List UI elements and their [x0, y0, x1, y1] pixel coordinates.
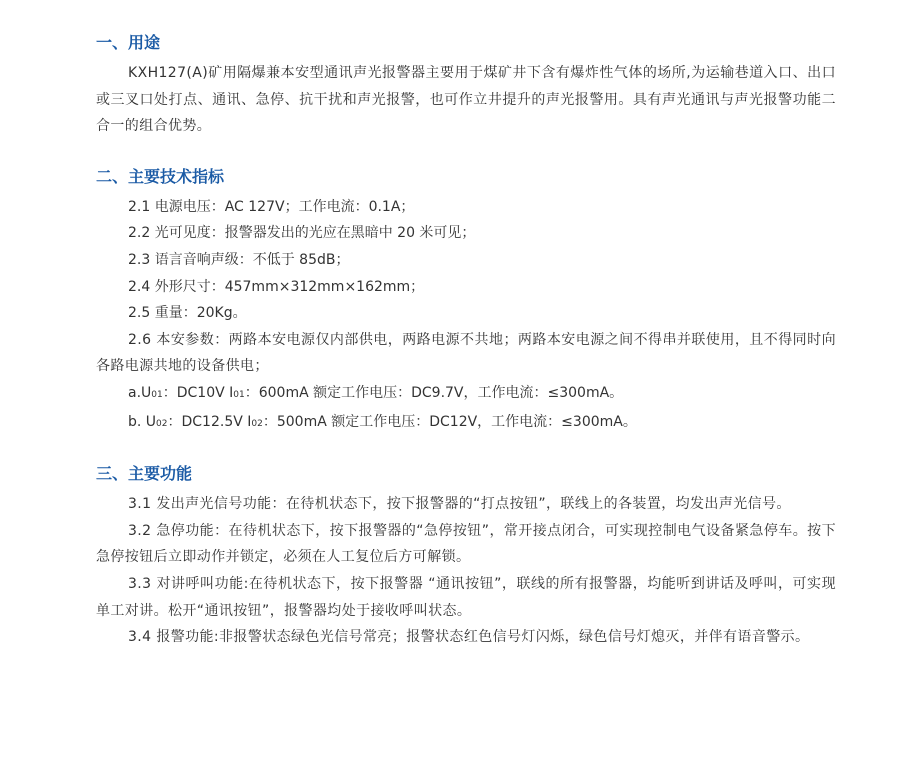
spec-item: 2.2 光可见度：报警器发出的光应在黑暗中 20 米可见； [128, 225, 476, 242]
section-usage [96, 30, 836, 140]
spec-item: 2.1 电源电压：AC 127V；工作电流：0.1A； [128, 198, 415, 215]
section-heading: 一、用途 [96, 33, 161, 52]
section-functions [96, 461, 836, 651]
param-rest: ：600mA 额定工作电压：DC9.7V，工作电流：≤300mA。 [244, 384, 624, 401]
param-u-value: ：DC12.5V I [167, 413, 252, 430]
param-u-value: ：DC10V I [162, 384, 234, 401]
paragraph: KXH127(A)矿用隔爆兼本安型通讯声光报警器主要用于煤矿井下含有爆炸性气体的场所,为运输巷道入口、出口或三叉口处打点、通讯、急停、抗干扰和声光报警，也可作立井提升的声光报警用。具有声光通讯与声光报警功能二合一的组合优势。 [96, 65, 836, 135]
param-prefix: a.U [128, 384, 152, 401]
spec-item: 2.4 外形尺寸：457mm×312mm×162mm； [128, 278, 425, 295]
spec-item: 2.5 重量：20Kg。 [128, 305, 247, 322]
param-u-subscript: 02 [156, 418, 168, 429]
section-heading: 二、主要技术指标 [96, 166, 225, 186]
document-body [96, 30, 836, 651]
spec-item: 2.3 语言音响声级：不低于 85dB； [128, 251, 350, 268]
param-u-subscript: 01 [151, 389, 163, 400]
function-item: 3.3 对讲呼叫功能:在待机状态下，按下报警器 “通讯按钮”，联线的所有报警器，均能听到讲话及呼叫，可实现单工对讲。松开“通讯按钮”，报警器均处于接收呼叫状态。 [96, 575, 836, 619]
section-heading: 三、主要功能 [96, 464, 193, 484]
param-rest: ：500mA 额定工作电压：DC12V，工作电流：≤300mA。 [262, 413, 637, 430]
param-i-subscript: 02 [251, 418, 263, 429]
section-specs [96, 164, 836, 437]
param-prefix: b. U [128, 413, 157, 430]
function-item: 3.2 急停功能：在待机状态下，按下报警器的“急停按钮”，常开接点闭合，可实现控制电气设备紧急停车。按下急停按钮后立即动作并锁定，必须在人工复位后方可解锁。 [96, 522, 836, 566]
param-i-subscript: 01 [233, 389, 245, 400]
function-item: 3.4 报警功能:非报警状态绿色光信号常亮；报警状态红色信号灯闪烁，绿色信号灯熄灭，并伴有语音警示。 [128, 629, 810, 646]
function-item: 3.1 发出声光信号功能：在待机状态下，按下报警器的“打点按钮”，联线上的各装置，均发出声光信号。 [128, 496, 791, 513]
spec-item: 2.6 本安参数：两路本安电源仅内部供电，两路电源不共地；两路本安电源之间不得串并联使用，且不得同时向各路电源共地的设备供电； [96, 331, 836, 375]
param-line-b [96, 409, 836, 438]
param-line-a [96, 380, 836, 409]
